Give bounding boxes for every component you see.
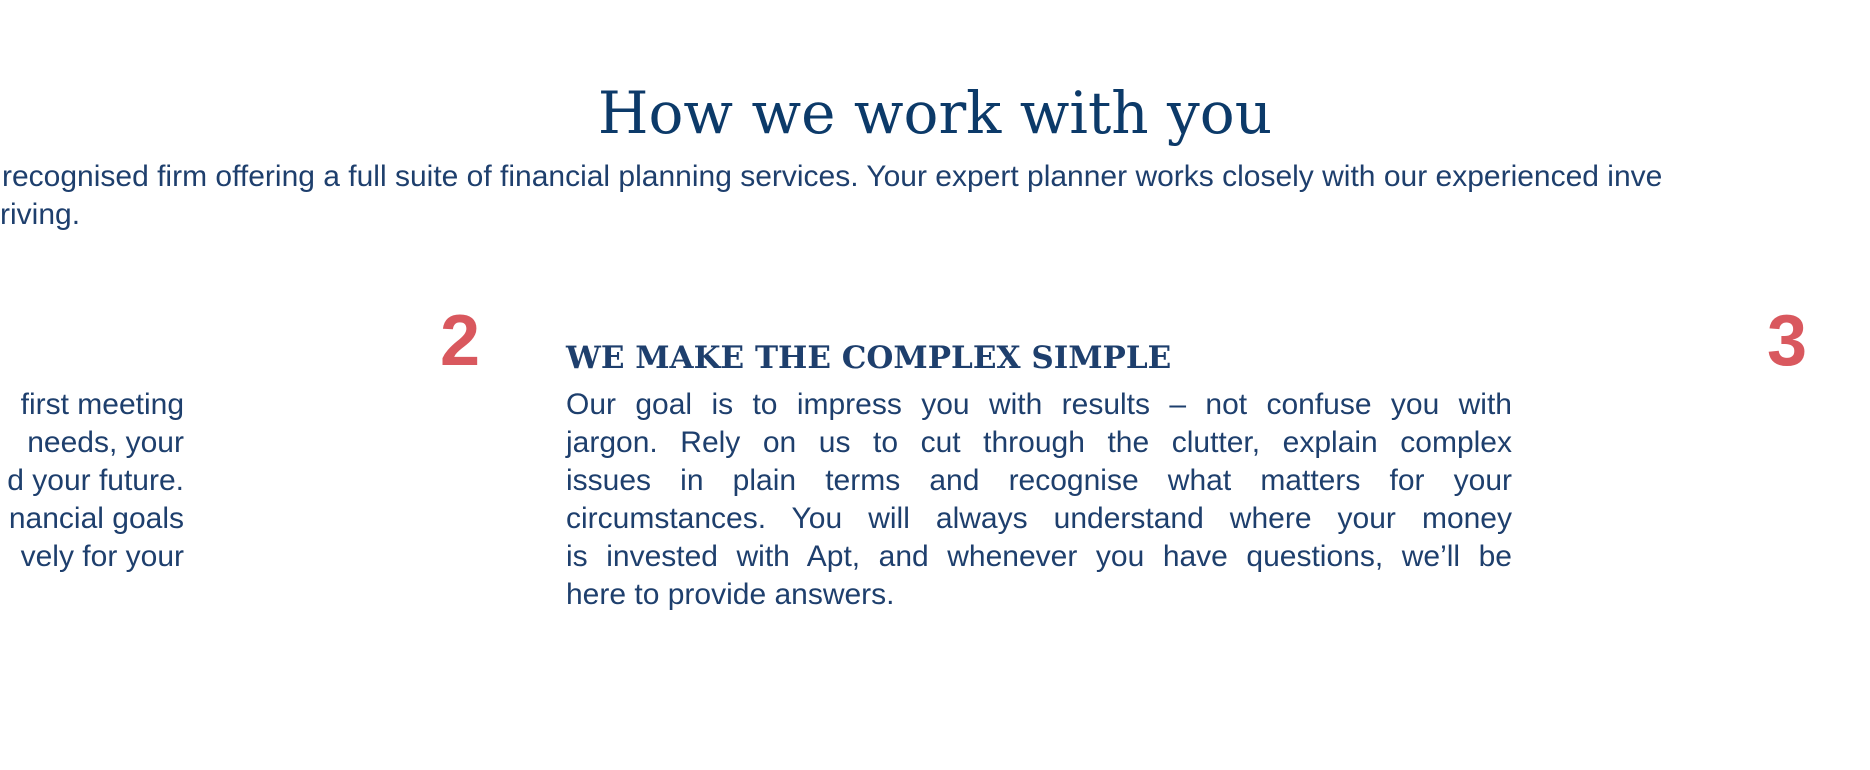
section-title: How we work with you bbox=[597, 79, 1273, 147]
step-2-body-line: circumstances. You will always understand where your money bbox=[566, 502, 1512, 535]
step-2-number: 2 bbox=[440, 301, 481, 381]
step-1-body-line: vely for your bbox=[20, 540, 184, 573]
intro-text-line-2: riving. bbox=[0, 198, 81, 231]
step-2-body-line: is invested with Apt, and whenever you have questions, we’ll be bbox=[566, 540, 1512, 573]
step-1-body-line: d your future. bbox=[7, 464, 184, 497]
step-2-body-line: Our goal is to impress you with results – not confuse you with bbox=[566, 388, 1512, 421]
intro-text-line-1: recognised firm offering a full suite of financial planning services. Your expert planner works closely with our experienced inve bbox=[2, 160, 1663, 193]
step-2-body bbox=[566, 386, 1512, 614]
step-2-body-line: here to provide answers. bbox=[566, 578, 895, 611]
step-1-body-line: nancial goals bbox=[8, 502, 184, 535]
step-3-number: 3 bbox=[1767, 301, 1808, 381]
step-1-body bbox=[0, 386, 184, 576]
step-2-body-line: issues in plain terms and recognise what matters for your bbox=[566, 464, 1512, 497]
step-1-body-line: needs, your bbox=[27, 426, 184, 459]
step-2-body-line: jargon. Rely on us to cut through the clutter, explain complex bbox=[566, 426, 1512, 459]
step-1-body-line: first meeting bbox=[20, 388, 184, 421]
step-2-title: WE MAKE THE COMPLEX SIMPLE bbox=[566, 340, 1172, 376]
